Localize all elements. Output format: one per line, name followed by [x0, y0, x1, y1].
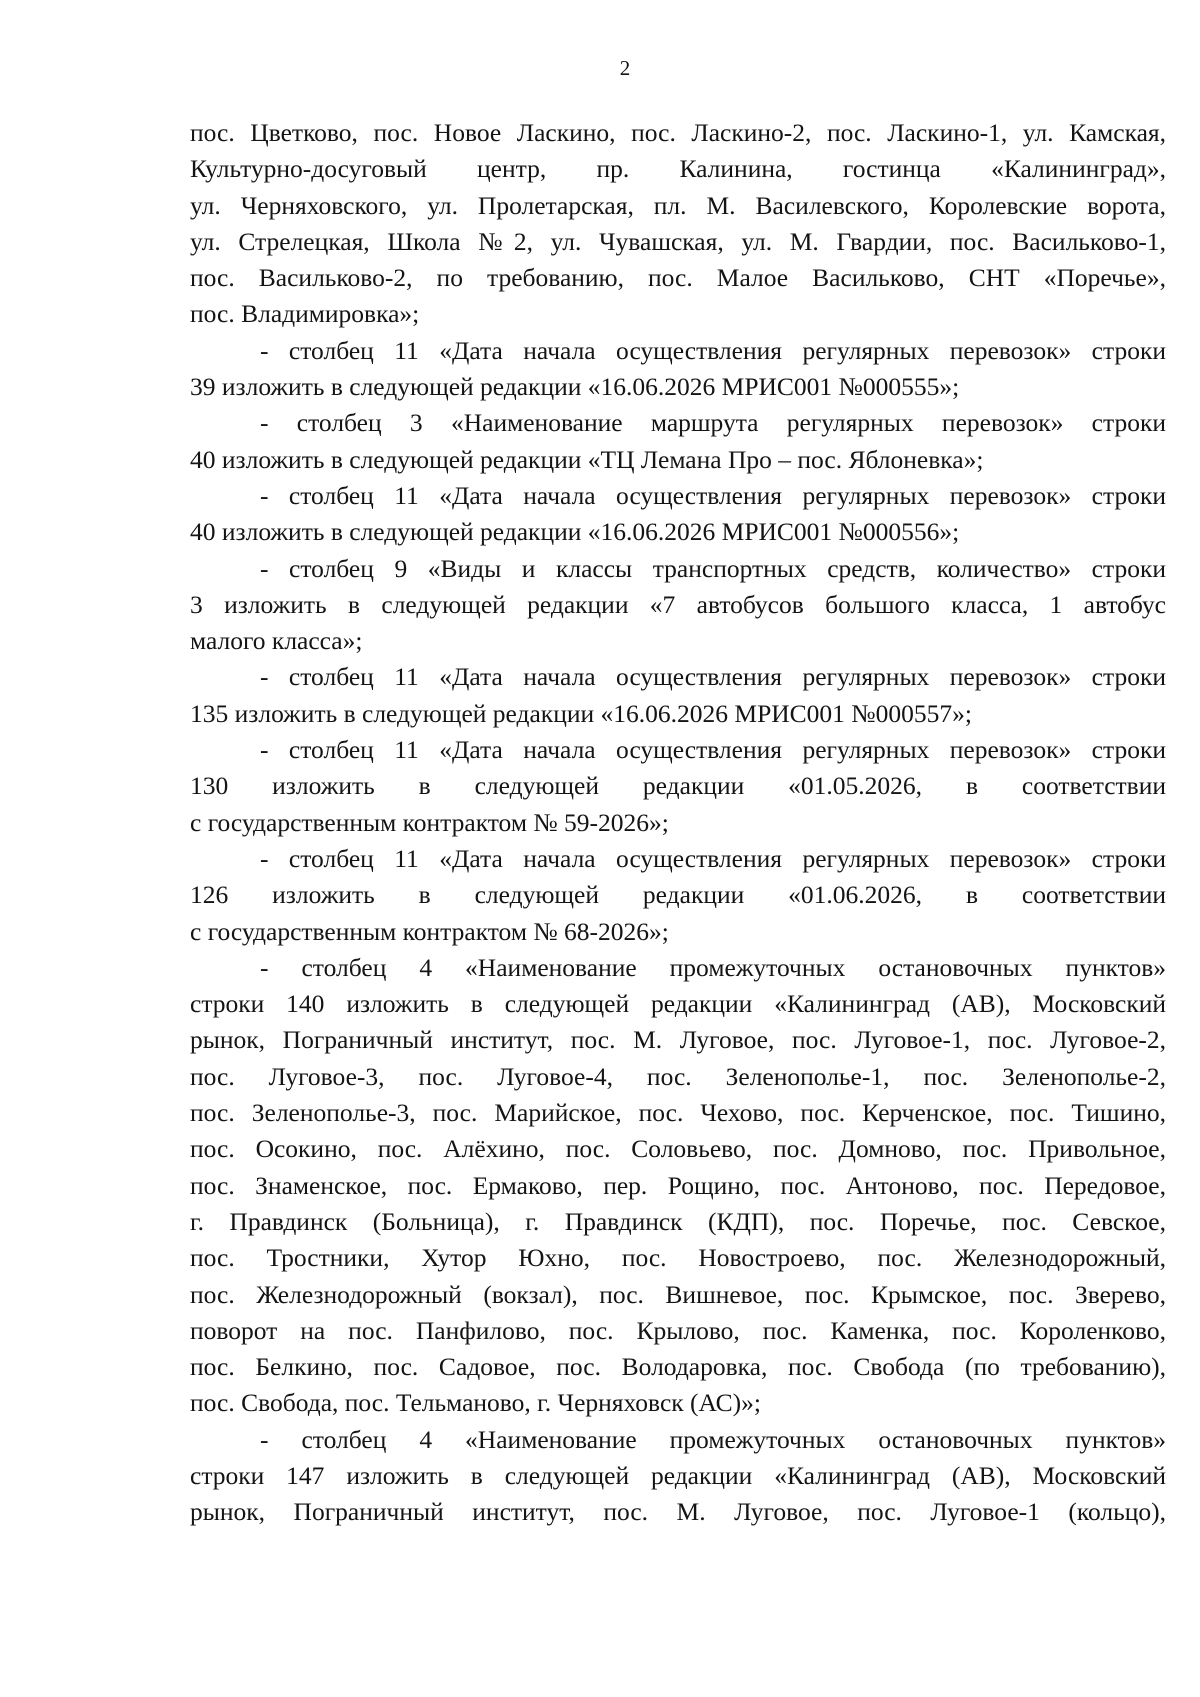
text-line: Культурно-досуговый центр, пр. Калинина, гостинца «Калининград», — [190, 154, 1166, 184]
text-line: пос. Железнодорожный (вокзал), пос. Вишневое, пос. Крымское, пос. Зверево, — [190, 1279, 1166, 1309]
text-line: - столбец 11 «Дата начала осуществления регулярных перевозок» строки — [260, 480, 1166, 510]
text-line: - столбец 4 «Наименование промежуточных остановочных пунктов» — [260, 1424, 1166, 1454]
text-line: рынок, Пограничный институт, пос. М. Луговое, пос. Луговое-1 (кольцо), — [190, 1497, 1166, 1527]
text-line: пос. Знаменское, пос. Ермаково, пер. Рощино, пос. Антоново, пос. Передовое, — [190, 1170, 1166, 1200]
text-line: - столбец 11 «Дата начала осуществления регулярных перевозок» строки — [260, 662, 1166, 692]
text-line: пос. Цветково, пос. Новое Ласкино, пос. Ласкино-2, пос. Ласкино-1, ул. Камская, — [190, 118, 1166, 147]
text-line: пос. Владимировка»; — [190, 299, 420, 329]
text-line: 3 изложить в следующей редакции «7 автобусов большого класса, 1 автобус — [190, 589, 1166, 619]
text-line: рынок, Пограничный институт, пос. М. Луговое, пос. Луговое-1, пос. Луговое-2, — [190, 1025, 1166, 1055]
text-line: строки 140 изложить в следующей редакции «Калининград (АВ), Московский — [190, 989, 1166, 1019]
text-line: - столбец 3 «Наименование маршрута регулярных перевозок» строки — [260, 408, 1166, 438]
text-line: пос. Осокино, пос. Алёхино, пос. Соловьево, пос. Домново, пос. Привольное, — [190, 1134, 1166, 1164]
text-line: - столбец 11 «Дата начала осуществления регулярных перевозок» строки — [260, 735, 1166, 765]
text-line: пос. Васильково-2, по требованию, пос. Малое Васильково, СНТ «Поречье», — [190, 263, 1166, 293]
text-line: с государственным контрактом № 68-2026»; — [190, 916, 669, 946]
text-line: 40 изложить в следующей редакции «ТЦ Лемана Про – пос. Яблоневка»; — [190, 444, 984, 474]
text-line: пос. Луговое-3, пос. Луговое-4, пос. Зеленополье-1, пос. Зеленополье-2, — [190, 1061, 1166, 1091]
text-line: строки 147 изложить в следующей редакции «Калининград (АВ), Московский — [190, 1460, 1166, 1490]
text-line: 130 изложить в следующей редакции «01.05.2026, в соответствии — [190, 771, 1166, 801]
text-line: г. Правдинск (Больница), г. Правдинск (КДП), пос. Поречье, пос. Севское, — [190, 1206, 1166, 1236]
text-line: - столбец 9 «Виды и классы транспортных средств, количество» строки — [260, 553, 1166, 583]
text-line: - столбец 4 «Наименование промежуточных остановочных пунктов» — [260, 952, 1166, 982]
text-line: 40 изложить в следующей редакции «16.06.2026 МРИС001 №000556»; — [190, 517, 960, 547]
text-line: пос. Свобода, пос. Тельманово, г. Черняховск (АС)»; — [190, 1388, 761, 1418]
text-line: пос. Белкино, пос. Садовое, пос. Володаровка, пос. Свобода (по требованию), — [190, 1352, 1166, 1382]
text-line: 135 изложить в следующей редакции «16.06.2026 МРИС001 №000557»; — [190, 698, 972, 728]
text-line: пос. Зеленополье-3, пос. Марийское, пос. Чехово, пос. Керченское, пос. Тишино, — [190, 1098, 1166, 1128]
text-line: 126 изложить в следующей редакции «01.06.2026, в соответствии — [190, 880, 1166, 910]
text-line: с государственным контрактом № 59-2026»; — [190, 807, 669, 837]
text-line: - столбец 11 «Дата начала осуществления регулярных перевозок» строки — [260, 843, 1166, 873]
text-line: малого класса»; — [190, 626, 363, 656]
text-line: поворот на пос. Панфилово, пос. Крылово, пос. Каменка, пос. Короленково, — [190, 1315, 1166, 1345]
text-line: пос. Тростники, Хутор Юхно, пос. Новостроево, пос. Железнодорожный, — [190, 1243, 1166, 1273]
text-line: 39 изложить в следующей редакции «16.06.2026 МРИС001 №000555»; — [190, 372, 960, 402]
text-line: ул. Стрелецкая, Школа №2, ул. Чувашская, ул. М. Гвардии, пос. Васильково-1, — [190, 226, 1166, 256]
text-line: ул. Черняховского, ул. Пролетарская, пл. М. Василевского, Королевские ворота, — [190, 190, 1166, 220]
text-line: - столбец 11 «Дата начала осуществления регулярных перевозок» строки — [260, 335, 1166, 365]
page-number: 2 — [619, 56, 631, 80]
document-body — [190, 115, 1166, 1531]
